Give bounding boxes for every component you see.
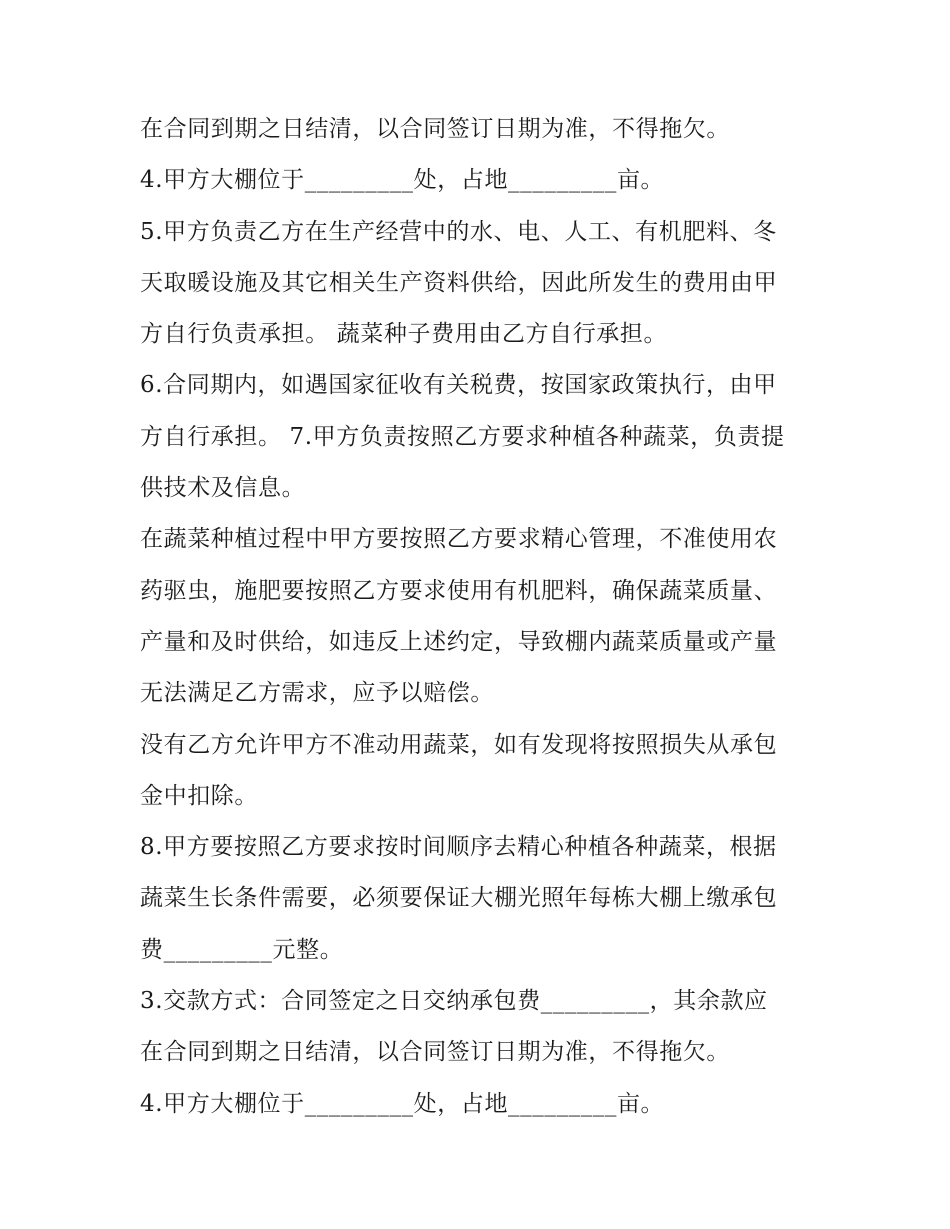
text-line: 方自行负责承担。 蔬菜种子费用由乙方自行承担。: [140, 321, 668, 348]
text-line: 在合同到期之日结清，以合同签订日期为准，不得拖欠。: [140, 1039, 730, 1066]
text-line: 在蔬菜种植过程中甲方要按照乙方要求精心管理，不准使用农: [140, 526, 778, 553]
text-line: 金中扣除。: [140, 782, 258, 809]
text-line: 5.甲方负责乙方在生产经营中的水、电、人工、有机肥料、冬: [140, 218, 777, 245]
text-line: 6.合同期内，如遇国家征收有关税费，按国家政策执行，由甲: [140, 372, 777, 399]
text-line: 产量和及时供给，如违反上述约定，导致棚内蔬菜质量或产量: [140, 628, 778, 655]
text-line: 4.甲方大棚位于_________处，占地_________亩。: [140, 167, 665, 194]
text-line: 费_________元整。: [140, 936, 344, 963]
text-line: 3.交款方式：合同签定之日交纳承包费_________，其余款应: [140, 988, 768, 1015]
text-line: 天取暖设施及其它相关生产资料供给，因此所发生的费用由甲: [140, 269, 778, 296]
text-line: 4.甲方大棚位于_________处，占地_________亩。: [140, 1090, 665, 1117]
text-line: 没有乙方允许甲方不准动用蔬菜，如有发现将按照损失从承包: [140, 731, 778, 758]
text-line: 在合同到期之日结清，以合同签订日期为准，不得拖欠。: [140, 116, 730, 142]
text-line: 无法满足乙方需求，应予以赔偿。: [140, 680, 494, 707]
text-line: 蔬菜生长条件需要，必须要保证大棚光照年每栋大棚上缴承包: [140, 885, 778, 912]
contract-text-body: [140, 104, 820, 1130]
text-line: 供技术及信息。: [140, 475, 306, 502]
text-line: 药驱虫，施肥要按照乙方要求使用有机肥料，确保蔬菜质量、: [140, 577, 778, 604]
text-line: 方自行承担。 7.甲方负责按照乙方要求种植各种蔬菜，负责提: [140, 423, 785, 450]
text-line: 8.甲方要按照乙方要求按时间顺序去精心种植各种蔬菜，根据: [140, 834, 777, 861]
